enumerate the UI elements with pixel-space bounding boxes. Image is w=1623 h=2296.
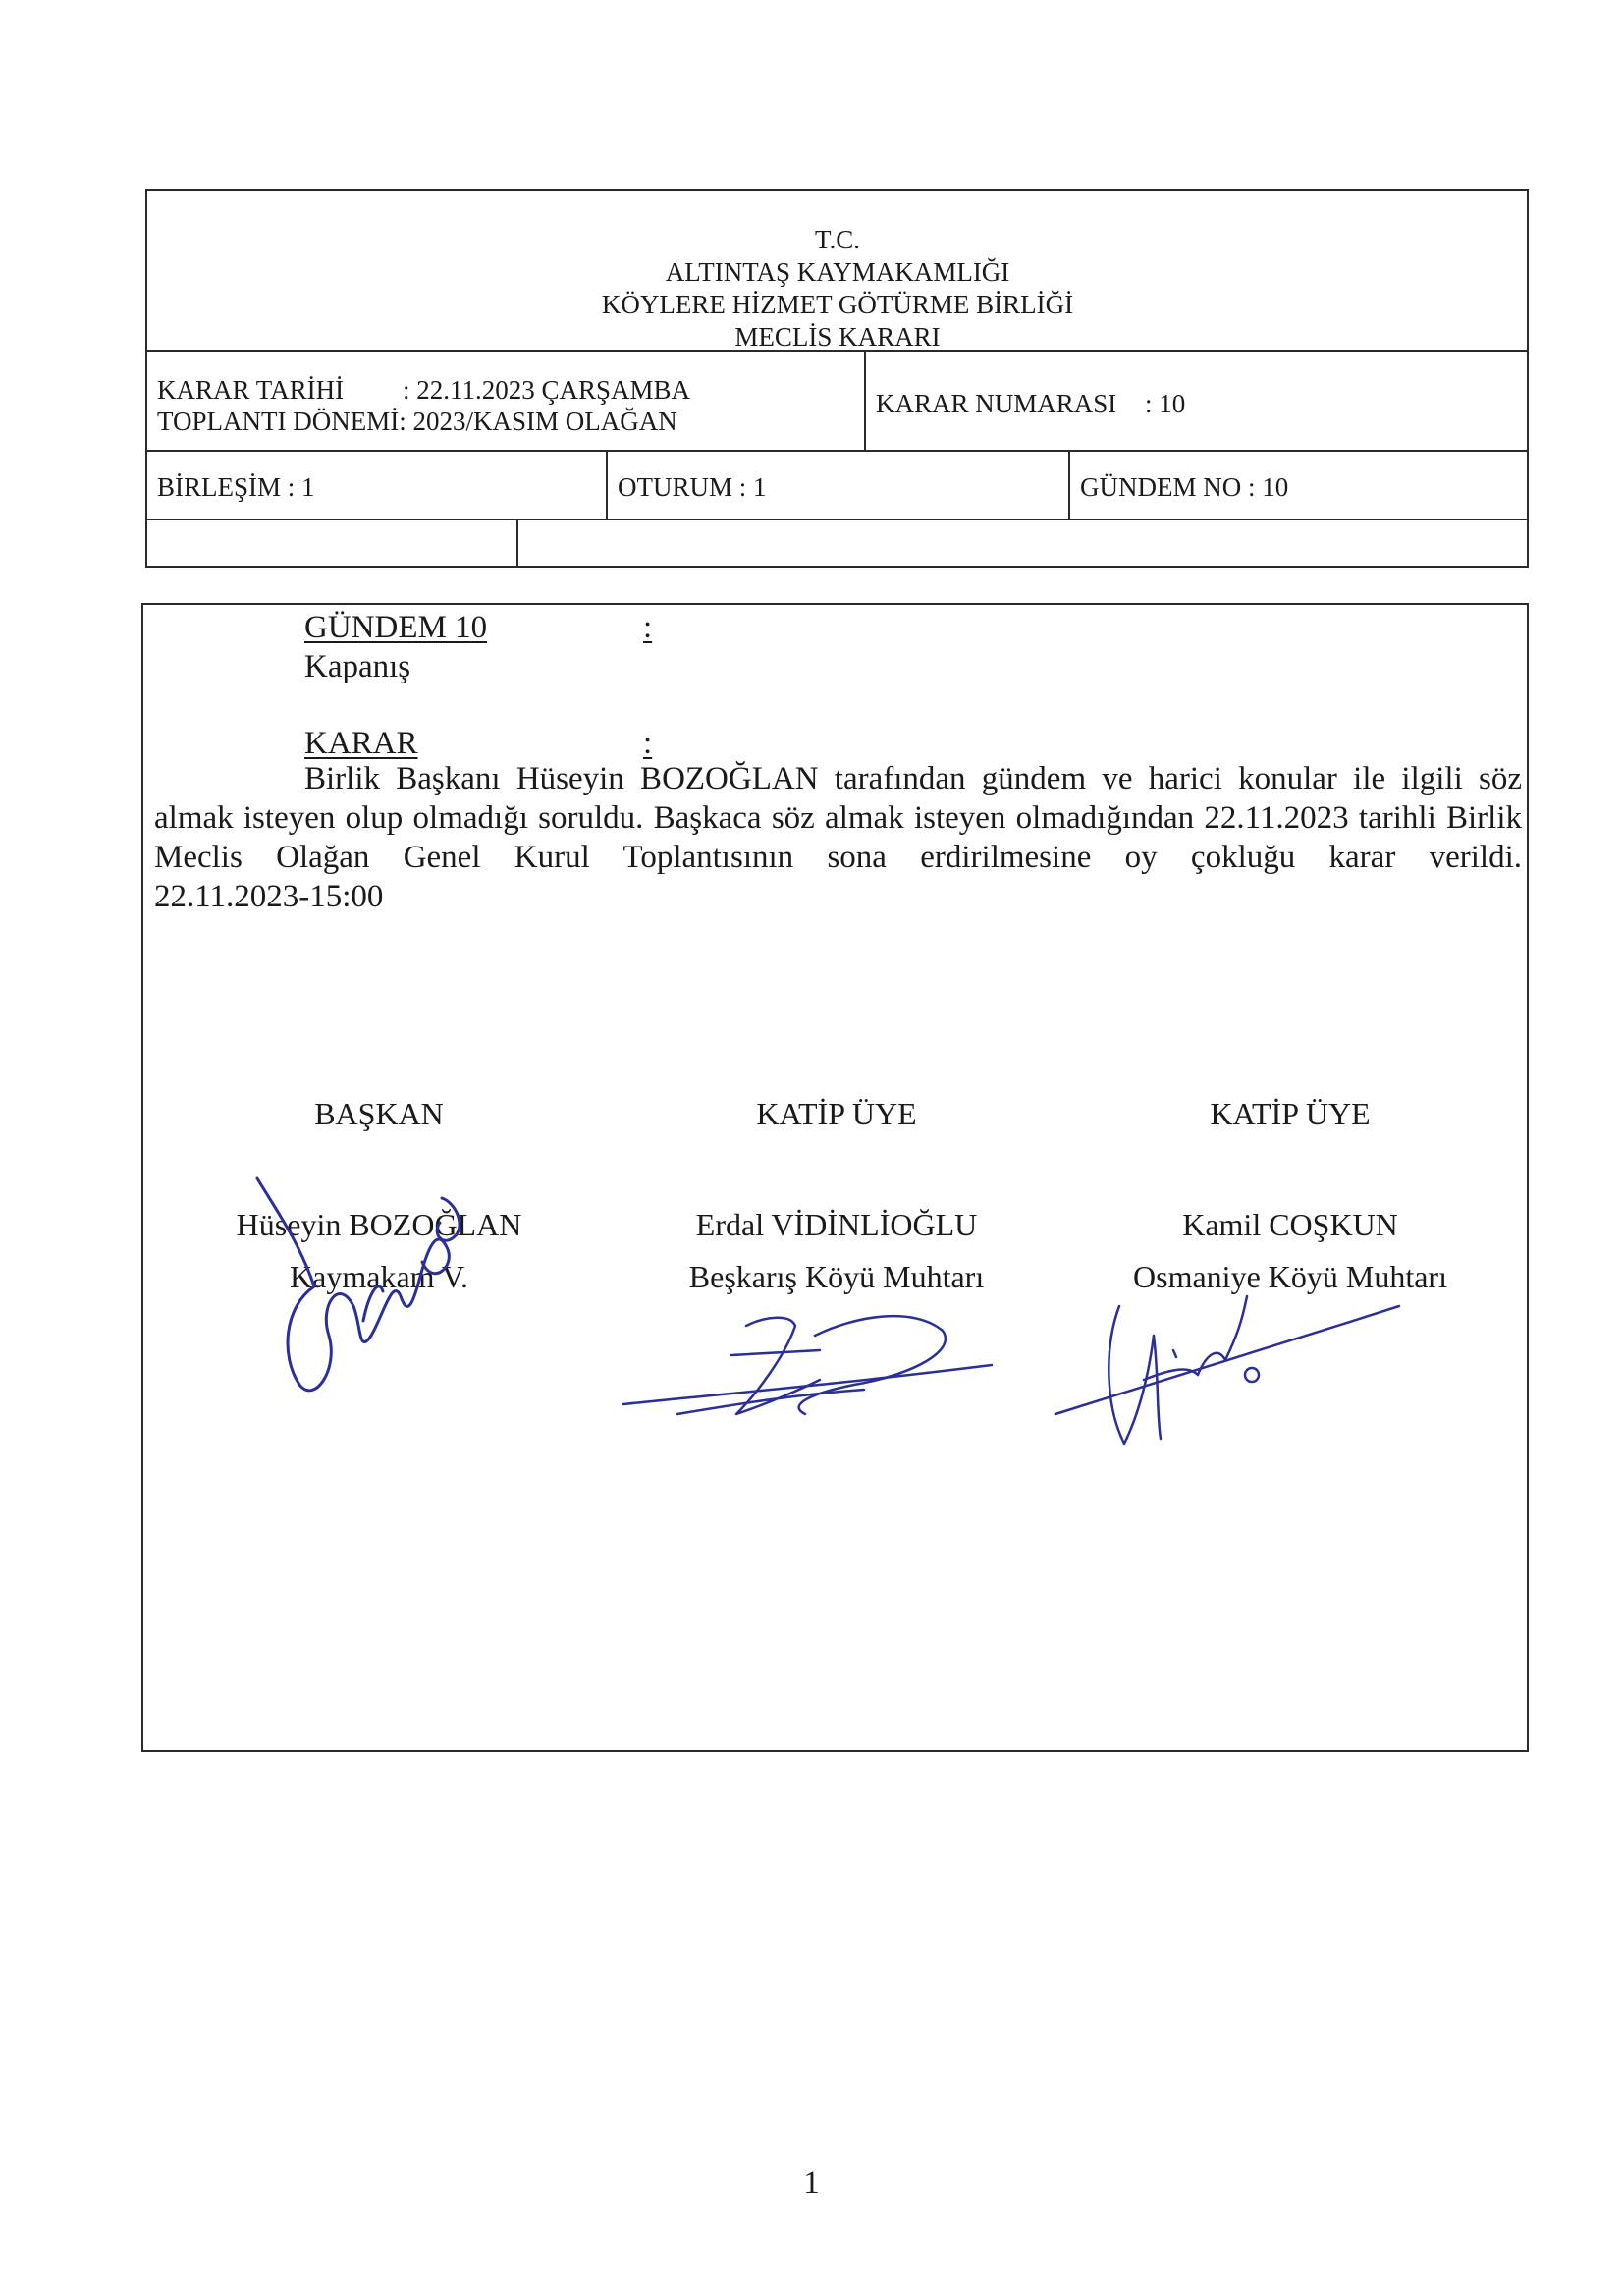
header-line-meclis-karari: MECLİS KARARI [734,322,941,352]
karar-first-line: Birlik Başkanı Hüseyin BOZOĞLAN tarafından gündem ve harici konular ile ilgili söz [304,761,1522,796]
karar-body: almak isteyen olup olmadığı soruldu. Başkaca söz almak isteyen olmadığından 22.11.2023 tarihli Birlik Meclis Olağan Genel Kurul Toplantısının sona erdirilmesine oy çokluğu karar verildi. [154,800,1522,875]
gundem-heading: GÜNDEM 10 [304,610,488,645]
header-line-kaymakamlik: ALTINTAŞ KAYMAKAMLIĞI [665,257,1010,287]
karar-colon: : [643,726,653,761]
signature-katip-1-role: KATİP ÜYE [756,1096,917,1131]
karar-tarihi-label: KARAR TARİHİ [157,375,345,405]
toplanti-donemi: TOPLANTI DÖNEMİ: 2023/KASIM OLAĞAN [157,407,677,436]
oturum: OTURUM : 1 [618,472,767,502]
signature-baskan-title: Kaymakam V. [290,1259,468,1294]
karar-paragraph [154,759,1522,916]
gundem-colon: : [643,610,653,645]
signature-katip-1 [611,1088,1062,1303]
vrule-oturum [606,450,608,519]
gundem-block [304,608,677,686]
header-line-birlik: KÖYLERE HİZMET GÖTÜRME BİRLİĞİ [601,290,1074,319]
vrule-gundem-no [1068,450,1070,519]
handwritten-signature-katip-2 [1051,1267,1404,1453]
karar-time: 22.11.2023-15:00 [154,879,384,914]
vrule-karar-no [864,350,866,450]
header-title [147,224,1528,354]
gundem-no: GÜNDEM NO : 10 [1080,472,1289,502]
rule-3 [145,519,1529,520]
signature-baskan-name: Hüseyin BOZOĞLAN [236,1207,522,1242]
vrule-empty-row [516,519,518,568]
signature-baskan-role: BAŞKAN [314,1096,444,1131]
signature-katip-2-name: Kamil COŞKUN [1182,1207,1398,1242]
birlesim: BİRLEŞİM : 1 [157,472,315,502]
karar-tarihi-value: : 22.11.2023 ÇARŞAMBA [403,375,691,405]
signature-katip-1-title: Beşkarış Köyü Muhtarı [688,1259,985,1294]
header-line-tc: T.C. [815,225,860,254]
karar-numarasi-value: : 10 [1145,389,1186,418]
karar-numarasi-label: KARAR NUMARASI [876,389,1117,418]
rule-2 [145,450,1529,452]
handwritten-signature-katip-1 [619,1296,1011,1434]
signature-katip-1-name: Erdal VİDİNLİOĞLU [695,1207,978,1242]
karar-heading: KARAR [304,726,418,761]
handwritten-signature-baskan [245,1159,481,1394]
rule-1 [145,350,1529,352]
karar-heading-row [304,724,677,763]
signature-katip-2-title: Osmaniye Köyü Muhtarı [1133,1259,1447,1294]
gundem-text: Kapanış [304,649,411,684]
page-number: 1 [803,2165,820,2201]
signature-katip-2-role: KATİP ÜYE [1210,1096,1371,1131]
